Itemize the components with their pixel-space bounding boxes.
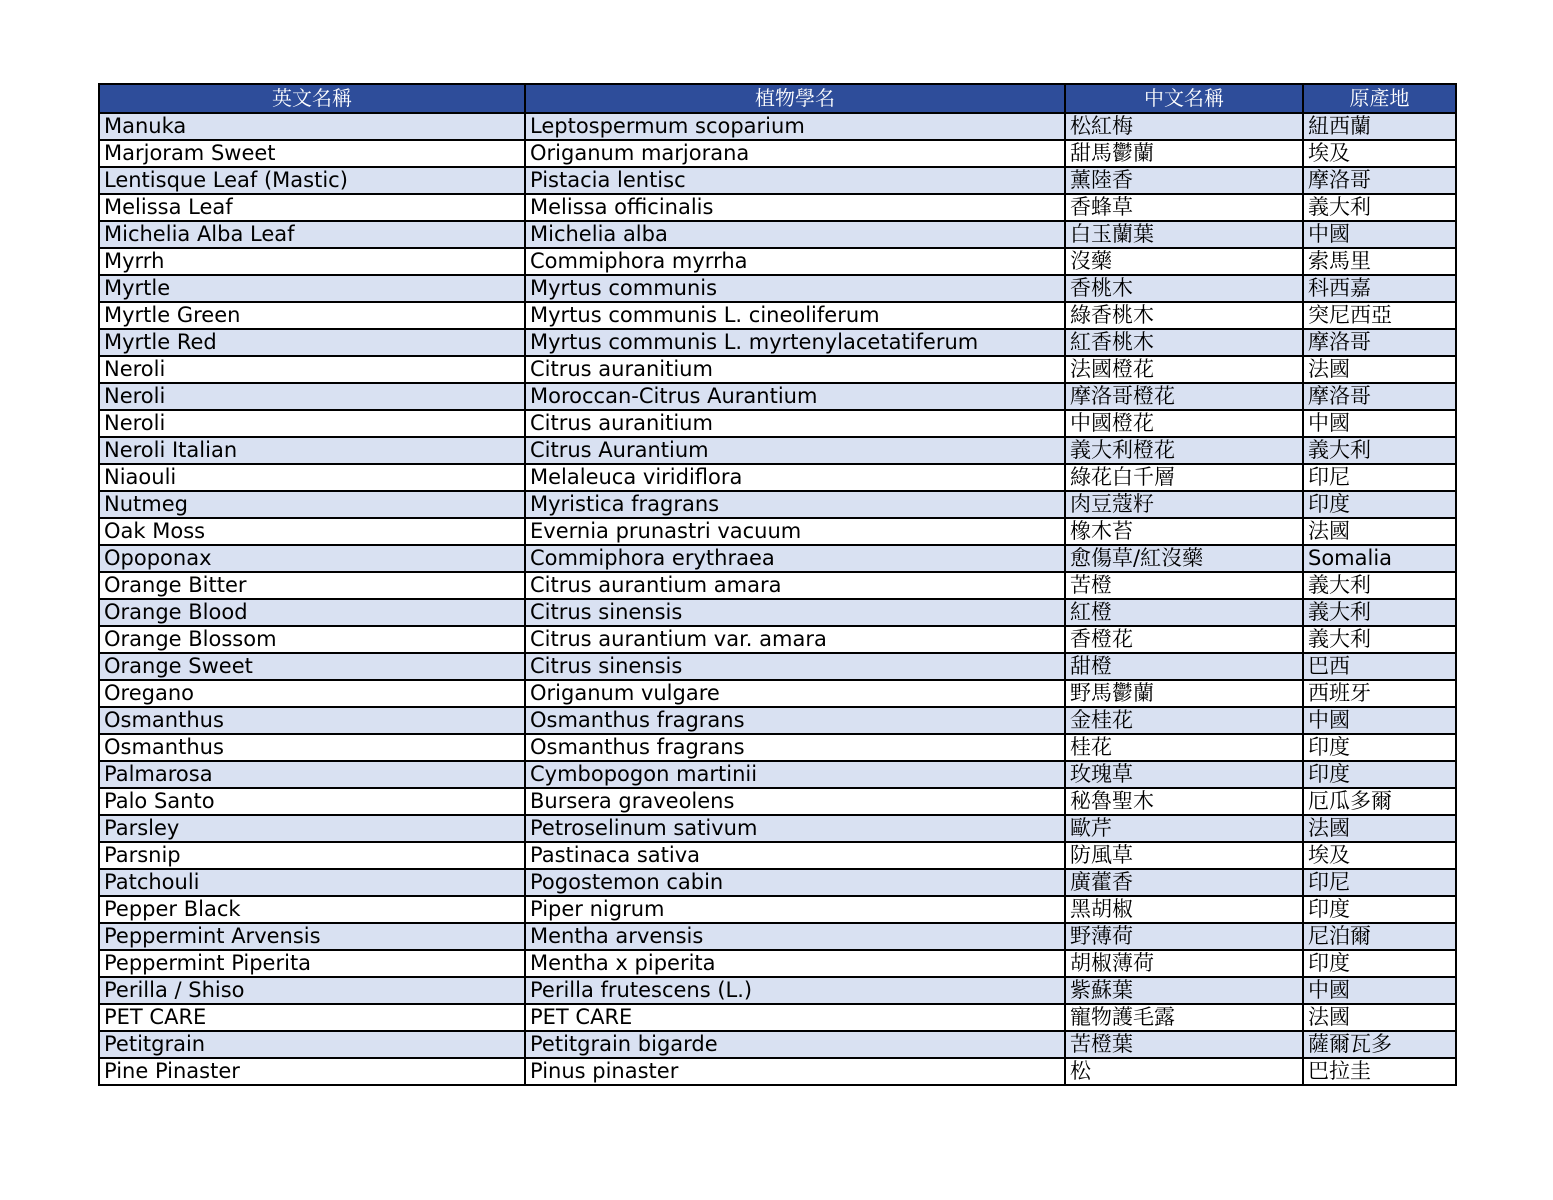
table-row — [99, 572, 1456, 599]
origin-cell: 印度 — [1303, 761, 1456, 788]
origin-cell: 摩洛哥 — [1303, 329, 1456, 356]
chinese-name-cell: 胡椒薄荷 — [1065, 950, 1303, 977]
botanical-name-cell: Michelia alba — [525, 221, 1065, 248]
origin-cell: 中國 — [1303, 410, 1456, 437]
origin-cell: Somalia — [1303, 545, 1456, 572]
chinese-name-cell: 紅香桃木 — [1065, 329, 1303, 356]
english-name-cell: Opoponax — [99, 545, 525, 572]
botanical-name-cell: Citrus auranitium — [525, 410, 1065, 437]
botanical-name-cell: Cymbopogon martinii — [525, 761, 1065, 788]
origin-cell: 印度 — [1303, 896, 1456, 923]
origin-cell: 科西嘉 — [1303, 275, 1456, 302]
column-header-english-name: 英文名稱 — [99, 84, 525, 113]
chinese-name-cell: 白玉蘭葉 — [1065, 221, 1303, 248]
table-row — [99, 194, 1456, 221]
chinese-name-cell: 寵物護毛露 — [1065, 1004, 1303, 1031]
english-name-cell: Perilla / Shiso — [99, 977, 525, 1004]
table-row — [99, 653, 1456, 680]
chinese-name-cell: 苦橙葉 — [1065, 1031, 1303, 1058]
english-name-cell: PET CARE — [99, 1004, 525, 1031]
chinese-name-cell: 沒藥 — [1065, 248, 1303, 275]
table-row — [99, 680, 1456, 707]
chinese-name-cell: 薰陸香 — [1065, 167, 1303, 194]
chinese-name-cell: 松 — [1065, 1058, 1303, 1085]
english-name-cell: Osmanthus — [99, 707, 525, 734]
origin-cell: 巴拉圭 — [1303, 1058, 1456, 1085]
chinese-name-cell: 防風草 — [1065, 842, 1303, 869]
botanical-name-cell: Piper nigrum — [525, 896, 1065, 923]
table-row — [99, 815, 1456, 842]
table-row — [99, 842, 1456, 869]
origin-cell: 西班牙 — [1303, 680, 1456, 707]
english-name-cell: Orange Blossom — [99, 626, 525, 653]
table-row — [99, 869, 1456, 896]
botanical-name-cell: Myrtus communis — [525, 275, 1065, 302]
english-name-cell: Oregano — [99, 680, 525, 707]
chinese-name-cell: 甜馬鬱蘭 — [1065, 140, 1303, 167]
english-name-cell: Nutmeg — [99, 491, 525, 518]
table-row — [99, 707, 1456, 734]
botanical-name-cell: Myristica fragrans — [525, 491, 1065, 518]
chinese-name-cell: 玫瑰草 — [1065, 761, 1303, 788]
botanical-name-cell: Citrus aurantium var. amara — [525, 626, 1065, 653]
botanical-name-cell: Origanum marjorana — [525, 140, 1065, 167]
origin-cell: 中國 — [1303, 977, 1456, 1004]
english-name-cell: Marjoram Sweet — [99, 140, 525, 167]
origin-cell: 義大利 — [1303, 626, 1456, 653]
english-name-cell: Peppermint Arvensis — [99, 923, 525, 950]
botanical-name-cell: Osmanthus fragrans — [525, 707, 1065, 734]
botanical-name-cell: Osmanthus fragrans — [525, 734, 1065, 761]
origin-cell: 印尼 — [1303, 869, 1456, 896]
english-name-cell: Neroli — [99, 356, 525, 383]
origin-cell: 法國 — [1303, 1004, 1456, 1031]
chinese-name-cell: 紅橙 — [1065, 599, 1303, 626]
origin-cell: 中國 — [1303, 707, 1456, 734]
botanical-name-cell: Bursera graveolens — [525, 788, 1065, 815]
chinese-name-cell: 野馬鬱蘭 — [1065, 680, 1303, 707]
table-row — [99, 950, 1456, 977]
origin-cell: 索馬里 — [1303, 248, 1456, 275]
table-row — [99, 545, 1456, 572]
column-header-chinese-name: 中文名稱 — [1065, 84, 1303, 113]
origin-cell: 義大利 — [1303, 572, 1456, 599]
english-name-cell: Oak Moss — [99, 518, 525, 545]
english-name-cell: Myrtle Green — [99, 302, 525, 329]
english-name-cell: Patchouli — [99, 869, 525, 896]
essential-oil-sheet — [98, 83, 1455, 1086]
table-row — [99, 599, 1456, 626]
table-row — [99, 275, 1456, 302]
chinese-name-cell: 金桂花 — [1065, 707, 1303, 734]
table-row — [99, 356, 1456, 383]
botanical-name-cell: Petroselinum sativum — [525, 815, 1065, 842]
origin-cell: 法國 — [1303, 815, 1456, 842]
english-name-cell: Pine Pinaster — [99, 1058, 525, 1085]
english-name-cell: Peppermint Piperita — [99, 950, 525, 977]
chinese-name-cell: 苦橙 — [1065, 572, 1303, 599]
table-row — [99, 221, 1456, 248]
table-row — [99, 1058, 1456, 1085]
botanical-name-cell: Pistacia lentisc — [525, 167, 1065, 194]
origin-cell: 中國 — [1303, 221, 1456, 248]
chinese-name-cell: 香桃木 — [1065, 275, 1303, 302]
botanical-name-cell: Citrus auranitium — [525, 356, 1065, 383]
english-name-cell: Petitgrain — [99, 1031, 525, 1058]
chinese-name-cell: 綠香桃木 — [1065, 302, 1303, 329]
essential-oil-table — [98, 83, 1457, 1086]
column-header-botanical-name: 植物學名 — [525, 84, 1065, 113]
origin-cell: 摩洛哥 — [1303, 167, 1456, 194]
english-name-cell: Myrtle Red — [99, 329, 525, 356]
english-name-cell: Orange Blood — [99, 599, 525, 626]
origin-cell: 突尼西亞 — [1303, 302, 1456, 329]
chinese-name-cell: 歐芹 — [1065, 815, 1303, 842]
botanical-name-cell: Commiphora myrrha — [525, 248, 1065, 275]
english-name-cell: Myrrh — [99, 248, 525, 275]
botanical-name-cell: Evernia prunastri vacuum — [525, 518, 1065, 545]
table-row — [99, 734, 1456, 761]
chinese-name-cell: 秘魯聖木 — [1065, 788, 1303, 815]
header-row — [99, 84, 1456, 113]
table-header — [99, 84, 1456, 113]
origin-cell: 摩洛哥 — [1303, 383, 1456, 410]
table-row — [99, 383, 1456, 410]
botanical-name-cell: Pinus pinaster — [525, 1058, 1065, 1085]
table-row — [99, 923, 1456, 950]
english-name-cell: Parsnip — [99, 842, 525, 869]
chinese-name-cell: 香蜂草 — [1065, 194, 1303, 221]
origin-cell: 印度 — [1303, 950, 1456, 977]
english-name-cell: Lentisque Leaf (Mastic) — [99, 167, 525, 194]
botanical-name-cell: Citrus sinensis — [525, 599, 1065, 626]
table-row — [99, 491, 1456, 518]
botanical-name-cell: Myrtus communis L. cineoliferum — [525, 302, 1065, 329]
english-name-cell: Orange Sweet — [99, 653, 525, 680]
english-name-cell: Orange Bitter — [99, 572, 525, 599]
origin-cell: 法國 — [1303, 356, 1456, 383]
table-row — [99, 248, 1456, 275]
origin-cell: 印度 — [1303, 491, 1456, 518]
chinese-name-cell: 黑胡椒 — [1065, 896, 1303, 923]
english-name-cell: Manuka — [99, 113, 525, 140]
origin-cell: 義大利 — [1303, 437, 1456, 464]
botanical-name-cell: Citrus Aurantium — [525, 437, 1065, 464]
origin-cell: 巴西 — [1303, 653, 1456, 680]
botanical-name-cell: Perilla frutescens (L.) — [525, 977, 1065, 1004]
table-row — [99, 977, 1456, 1004]
origin-cell: 紐西蘭 — [1303, 113, 1456, 140]
table-row — [99, 464, 1456, 491]
english-name-cell: Osmanthus — [99, 734, 525, 761]
origin-cell: 義大利 — [1303, 194, 1456, 221]
table-row — [99, 140, 1456, 167]
table-row — [99, 788, 1456, 815]
english-name-cell: Neroli — [99, 383, 525, 410]
botanical-name-cell: Pastinaca sativa — [525, 842, 1065, 869]
botanical-name-cell: Mentha arvensis — [525, 923, 1065, 950]
english-name-cell: Niaouli — [99, 464, 525, 491]
origin-cell: 薩爾瓦多 — [1303, 1031, 1456, 1058]
origin-cell: 埃及 — [1303, 140, 1456, 167]
botanical-name-cell: Leptospermum scoparium — [525, 113, 1065, 140]
table-row — [99, 167, 1456, 194]
chinese-name-cell: 香橙花 — [1065, 626, 1303, 653]
origin-cell: 印尼 — [1303, 464, 1456, 491]
botanical-name-cell: Moroccan-Citrus Aurantium — [525, 383, 1065, 410]
botanical-name-cell: Petitgrain bigarde — [525, 1031, 1065, 1058]
botanical-name-cell: Mentha x piperita — [525, 950, 1065, 977]
english-name-cell: Michelia Alba Leaf — [99, 221, 525, 248]
botanical-name-cell: Origanum vulgare — [525, 680, 1065, 707]
table-row — [99, 626, 1456, 653]
botanical-name-cell: Commiphora erythraea — [525, 545, 1065, 572]
origin-cell: 義大利 — [1303, 599, 1456, 626]
column-header-origin: 原產地 — [1303, 84, 1456, 113]
botanical-name-cell: Melaleuca viridiflora — [525, 464, 1065, 491]
botanical-name-cell: Citrus aurantium amara — [525, 572, 1065, 599]
origin-cell: 法國 — [1303, 518, 1456, 545]
chinese-name-cell: 義大利橙花 — [1065, 437, 1303, 464]
chinese-name-cell: 野薄荷 — [1065, 923, 1303, 950]
chinese-name-cell: 肉豆蔻籽 — [1065, 491, 1303, 518]
english-name-cell: Myrtle — [99, 275, 525, 302]
chinese-name-cell: 甜橙 — [1065, 653, 1303, 680]
chinese-name-cell: 中國橙花 — [1065, 410, 1303, 437]
english-name-cell: Palmarosa — [99, 761, 525, 788]
origin-cell: 厄瓜多爾 — [1303, 788, 1456, 815]
english-name-cell: Melissa Leaf — [99, 194, 525, 221]
chinese-name-cell: 紫蘇葉 — [1065, 977, 1303, 1004]
english-name-cell: Neroli — [99, 410, 525, 437]
table-row — [99, 437, 1456, 464]
english-name-cell: Palo Santo — [99, 788, 525, 815]
botanical-name-cell: PET CARE — [525, 1004, 1065, 1031]
chinese-name-cell: 愈傷草/紅沒藥 — [1065, 545, 1303, 572]
chinese-name-cell: 廣藿香 — [1065, 869, 1303, 896]
table-row — [99, 113, 1456, 140]
origin-cell: 印度 — [1303, 734, 1456, 761]
table-row — [99, 896, 1456, 923]
botanical-name-cell: Melissa officinalis — [525, 194, 1065, 221]
table-body — [99, 113, 1456, 1085]
chinese-name-cell: 橡木苔 — [1065, 518, 1303, 545]
table-row — [99, 410, 1456, 437]
english-name-cell: Neroli Italian — [99, 437, 525, 464]
table-row — [99, 761, 1456, 788]
table-row — [99, 518, 1456, 545]
botanical-name-cell: Citrus sinensis — [525, 653, 1065, 680]
chinese-name-cell: 松紅梅 — [1065, 113, 1303, 140]
english-name-cell: Parsley — [99, 815, 525, 842]
chinese-name-cell: 桂花 — [1065, 734, 1303, 761]
origin-cell: 埃及 — [1303, 842, 1456, 869]
chinese-name-cell: 綠花白千層 — [1065, 464, 1303, 491]
botanical-name-cell: Myrtus communis L. myrtenylacetatiferum — [525, 329, 1065, 356]
english-name-cell: Pepper Black — [99, 896, 525, 923]
table-row — [99, 329, 1456, 356]
botanical-name-cell: Pogostemon cabin — [525, 869, 1065, 896]
table-row — [99, 1031, 1456, 1058]
origin-cell: 尼泊爾 — [1303, 923, 1456, 950]
chinese-name-cell: 摩洛哥橙花 — [1065, 383, 1303, 410]
table-row — [99, 302, 1456, 329]
table-row — [99, 1004, 1456, 1031]
chinese-name-cell: 法國橙花 — [1065, 356, 1303, 383]
